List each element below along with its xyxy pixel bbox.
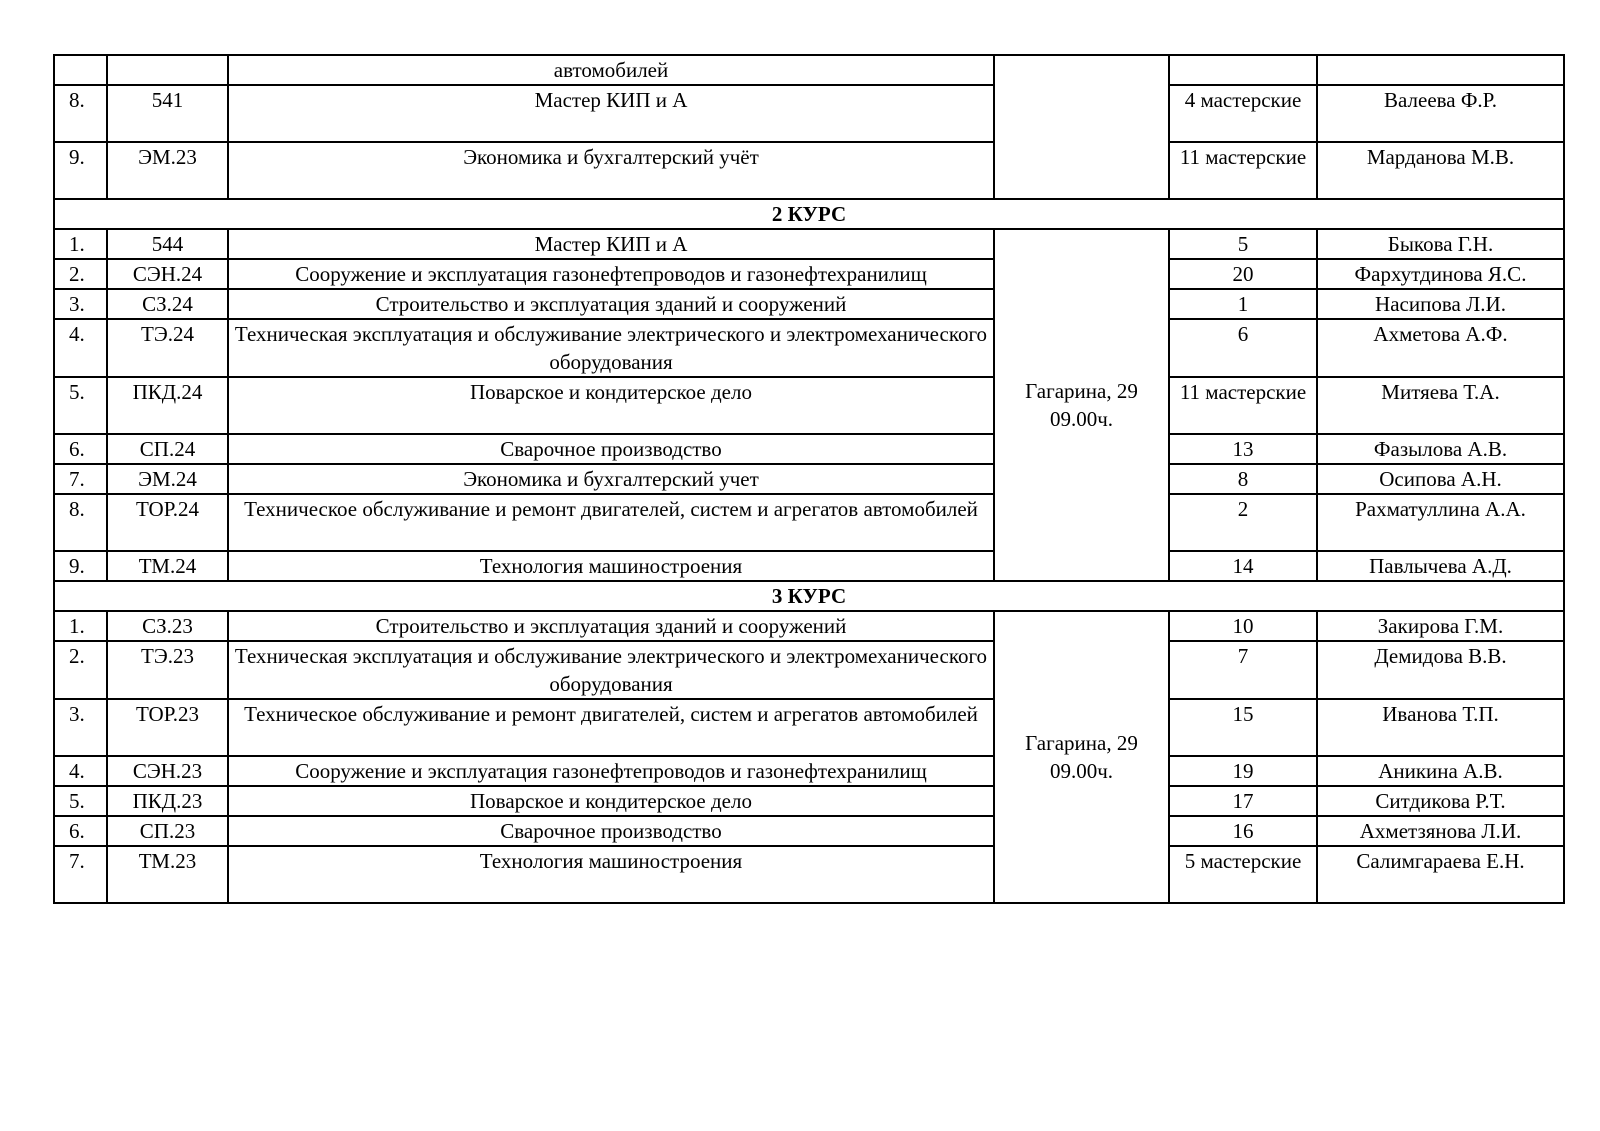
specialty: Строительство и эксплуатация зданий и сооружений bbox=[228, 289, 994, 319]
room bbox=[1169, 55, 1317, 85]
table-row bbox=[54, 289, 1564, 319]
table-row bbox=[54, 494, 1564, 551]
teacher: Валеева Ф.Р. bbox=[1317, 85, 1564, 142]
row-number: 8. bbox=[54, 85, 107, 142]
group-code: СП.24 bbox=[107, 434, 228, 464]
room: 20 bbox=[1169, 259, 1317, 289]
specialty: Экономика и бухгалтерский учет bbox=[228, 464, 994, 494]
group-code: 544 bbox=[107, 229, 228, 259]
schedule-table bbox=[53, 54, 1565, 904]
group-code: ТОР.23 bbox=[107, 699, 228, 756]
row-number: 9. bbox=[54, 142, 107, 199]
teacher: Рахматуллина А.А. bbox=[1317, 494, 1564, 551]
specialty: Сооружение и эксплуатация газонефтепроводов и газонефтехранилищ bbox=[228, 259, 994, 289]
specialty: Сварочное производство bbox=[228, 434, 994, 464]
specialty: Сварочное производство bbox=[228, 816, 994, 846]
row-number: 9. bbox=[54, 551, 107, 581]
room: 5 bbox=[1169, 229, 1317, 259]
group-code: СЭН.24 bbox=[107, 259, 228, 289]
room: 4 мастерские bbox=[1169, 85, 1317, 142]
table-row bbox=[54, 142, 1564, 199]
teacher: Ахметова А.Ф. bbox=[1317, 319, 1564, 377]
row-number: 3. bbox=[54, 289, 107, 319]
table-row bbox=[54, 786, 1564, 816]
row-number: 2. bbox=[54, 641, 107, 699]
group-code: ТМ.23 bbox=[107, 846, 228, 903]
location: Гагарина, 29 09.00ч. bbox=[994, 229, 1169, 581]
specialty: Техническое обслуживание и ремонт двигателей, систем и агрегатов автомобилей bbox=[228, 494, 994, 551]
teacher: Аникина А.В. bbox=[1317, 756, 1564, 786]
table-row bbox=[54, 756, 1564, 786]
specialty: Поварское и кондитерское дело bbox=[228, 377, 994, 434]
room: 6 bbox=[1169, 319, 1317, 377]
specialty: Экономика и бухгалтерский учёт bbox=[228, 142, 994, 199]
teacher: Ситдикова Р.Т. bbox=[1317, 786, 1564, 816]
table-row bbox=[54, 434, 1564, 464]
specialty: Техническая эксплуатация и обслуживание электрического и электромеханического оборудования bbox=[228, 641, 994, 699]
specialty: Сооружение и эксплуатация газонефтепроводов и газонефтехранилищ bbox=[228, 756, 994, 786]
room: 2 bbox=[1169, 494, 1317, 551]
row-number: 7. bbox=[54, 846, 107, 903]
table-row bbox=[54, 229, 1564, 259]
room: 19 bbox=[1169, 756, 1317, 786]
teacher: Ахметзянова Л.И. bbox=[1317, 816, 1564, 846]
table-row bbox=[54, 641, 1564, 699]
room: 16 bbox=[1169, 816, 1317, 846]
row-number bbox=[54, 55, 107, 85]
group-code: ТМ.24 bbox=[107, 551, 228, 581]
table-row bbox=[54, 377, 1564, 434]
table-row bbox=[54, 319, 1564, 377]
group-code bbox=[107, 55, 228, 85]
specialty: Строительство и эксплуатация зданий и сооружений bbox=[228, 611, 994, 641]
group-code: СЗ.23 bbox=[107, 611, 228, 641]
course-header: 3 КУРС bbox=[54, 581, 1564, 611]
location: Гагарина, 29 09.00ч. bbox=[994, 611, 1169, 903]
specialty: Технология машиностроения bbox=[228, 551, 994, 581]
course-header-row bbox=[54, 199, 1564, 229]
table-row bbox=[54, 551, 1564, 581]
row-number: 5. bbox=[54, 377, 107, 434]
room: 5 мастерские bbox=[1169, 846, 1317, 903]
teacher: Демидова В.В. bbox=[1317, 641, 1564, 699]
specialty: Поварское и кондитерское дело bbox=[228, 786, 994, 816]
room: 7 bbox=[1169, 641, 1317, 699]
group-code: ПКД.24 bbox=[107, 377, 228, 434]
teacher: Насипова Л.И. bbox=[1317, 289, 1564, 319]
group-code: ПКД.23 bbox=[107, 786, 228, 816]
group-code: СЭН.23 bbox=[107, 756, 228, 786]
specialty: Мастер КИП и А bbox=[228, 229, 994, 259]
row-number: 2. bbox=[54, 259, 107, 289]
room: 1 bbox=[1169, 289, 1317, 319]
room: 13 bbox=[1169, 434, 1317, 464]
room: 11 мастерские bbox=[1169, 142, 1317, 199]
table-row bbox=[54, 85, 1564, 142]
teacher: Фархутдинова Я.С. bbox=[1317, 259, 1564, 289]
teacher: Фазылова А.В. bbox=[1317, 434, 1564, 464]
location bbox=[994, 55, 1169, 199]
row-number: 3. bbox=[54, 699, 107, 756]
teacher: Иванова Т.П. bbox=[1317, 699, 1564, 756]
room: 11 мастерские bbox=[1169, 377, 1317, 434]
teacher: Митяева Т.А. bbox=[1317, 377, 1564, 434]
row-number: 5. bbox=[54, 786, 107, 816]
specialty: Технология машиностроения bbox=[228, 846, 994, 903]
teacher: Марданова М.В. bbox=[1317, 142, 1564, 199]
group-code: ТЭ.23 bbox=[107, 641, 228, 699]
row-number: 4. bbox=[54, 756, 107, 786]
course-header-row bbox=[54, 581, 1564, 611]
table-row bbox=[54, 55, 1564, 85]
group-code: 541 bbox=[107, 85, 228, 142]
room: 8 bbox=[1169, 464, 1317, 494]
row-number: 6. bbox=[54, 816, 107, 846]
schedule-body bbox=[54, 55, 1564, 903]
course-header: 2 КУРС bbox=[54, 199, 1564, 229]
row-number: 8. bbox=[54, 494, 107, 551]
teacher: Осипова А.Н. bbox=[1317, 464, 1564, 494]
teacher: Закирова Г.М. bbox=[1317, 611, 1564, 641]
teacher: Павлычева А.Д. bbox=[1317, 551, 1564, 581]
specialty: автомобилей bbox=[228, 55, 994, 85]
row-number: 4. bbox=[54, 319, 107, 377]
room: 17 bbox=[1169, 786, 1317, 816]
table-row bbox=[54, 699, 1564, 756]
group-code: СЗ.24 bbox=[107, 289, 228, 319]
teacher: Салимгараева Е.Н. bbox=[1317, 846, 1564, 903]
row-number: 1. bbox=[54, 229, 107, 259]
group-code: ТЭ.24 bbox=[107, 319, 228, 377]
room: 14 bbox=[1169, 551, 1317, 581]
group-code: ТОР.24 bbox=[107, 494, 228, 551]
table-row bbox=[54, 259, 1564, 289]
specialty: Мастер КИП и А bbox=[228, 85, 994, 142]
group-code: ЭМ.23 bbox=[107, 142, 228, 199]
row-number: 1. bbox=[54, 611, 107, 641]
row-number: 6. bbox=[54, 434, 107, 464]
specialty: Техническое обслуживание и ремонт двигателей, систем и агрегатов автомобилей bbox=[228, 699, 994, 756]
table-row bbox=[54, 464, 1564, 494]
table-row bbox=[54, 816, 1564, 846]
table-row bbox=[54, 846, 1564, 903]
teacher: Быкова Г.Н. bbox=[1317, 229, 1564, 259]
teacher bbox=[1317, 55, 1564, 85]
specialty: Техническая эксплуатация и обслуживание электрического и электромеханического оборудования bbox=[228, 319, 994, 377]
room: 10 bbox=[1169, 611, 1317, 641]
room: 15 bbox=[1169, 699, 1317, 756]
row-number: 7. bbox=[54, 464, 107, 494]
group-code: СП.23 bbox=[107, 816, 228, 846]
table-row bbox=[54, 611, 1564, 641]
group-code: ЭМ.24 bbox=[107, 464, 228, 494]
